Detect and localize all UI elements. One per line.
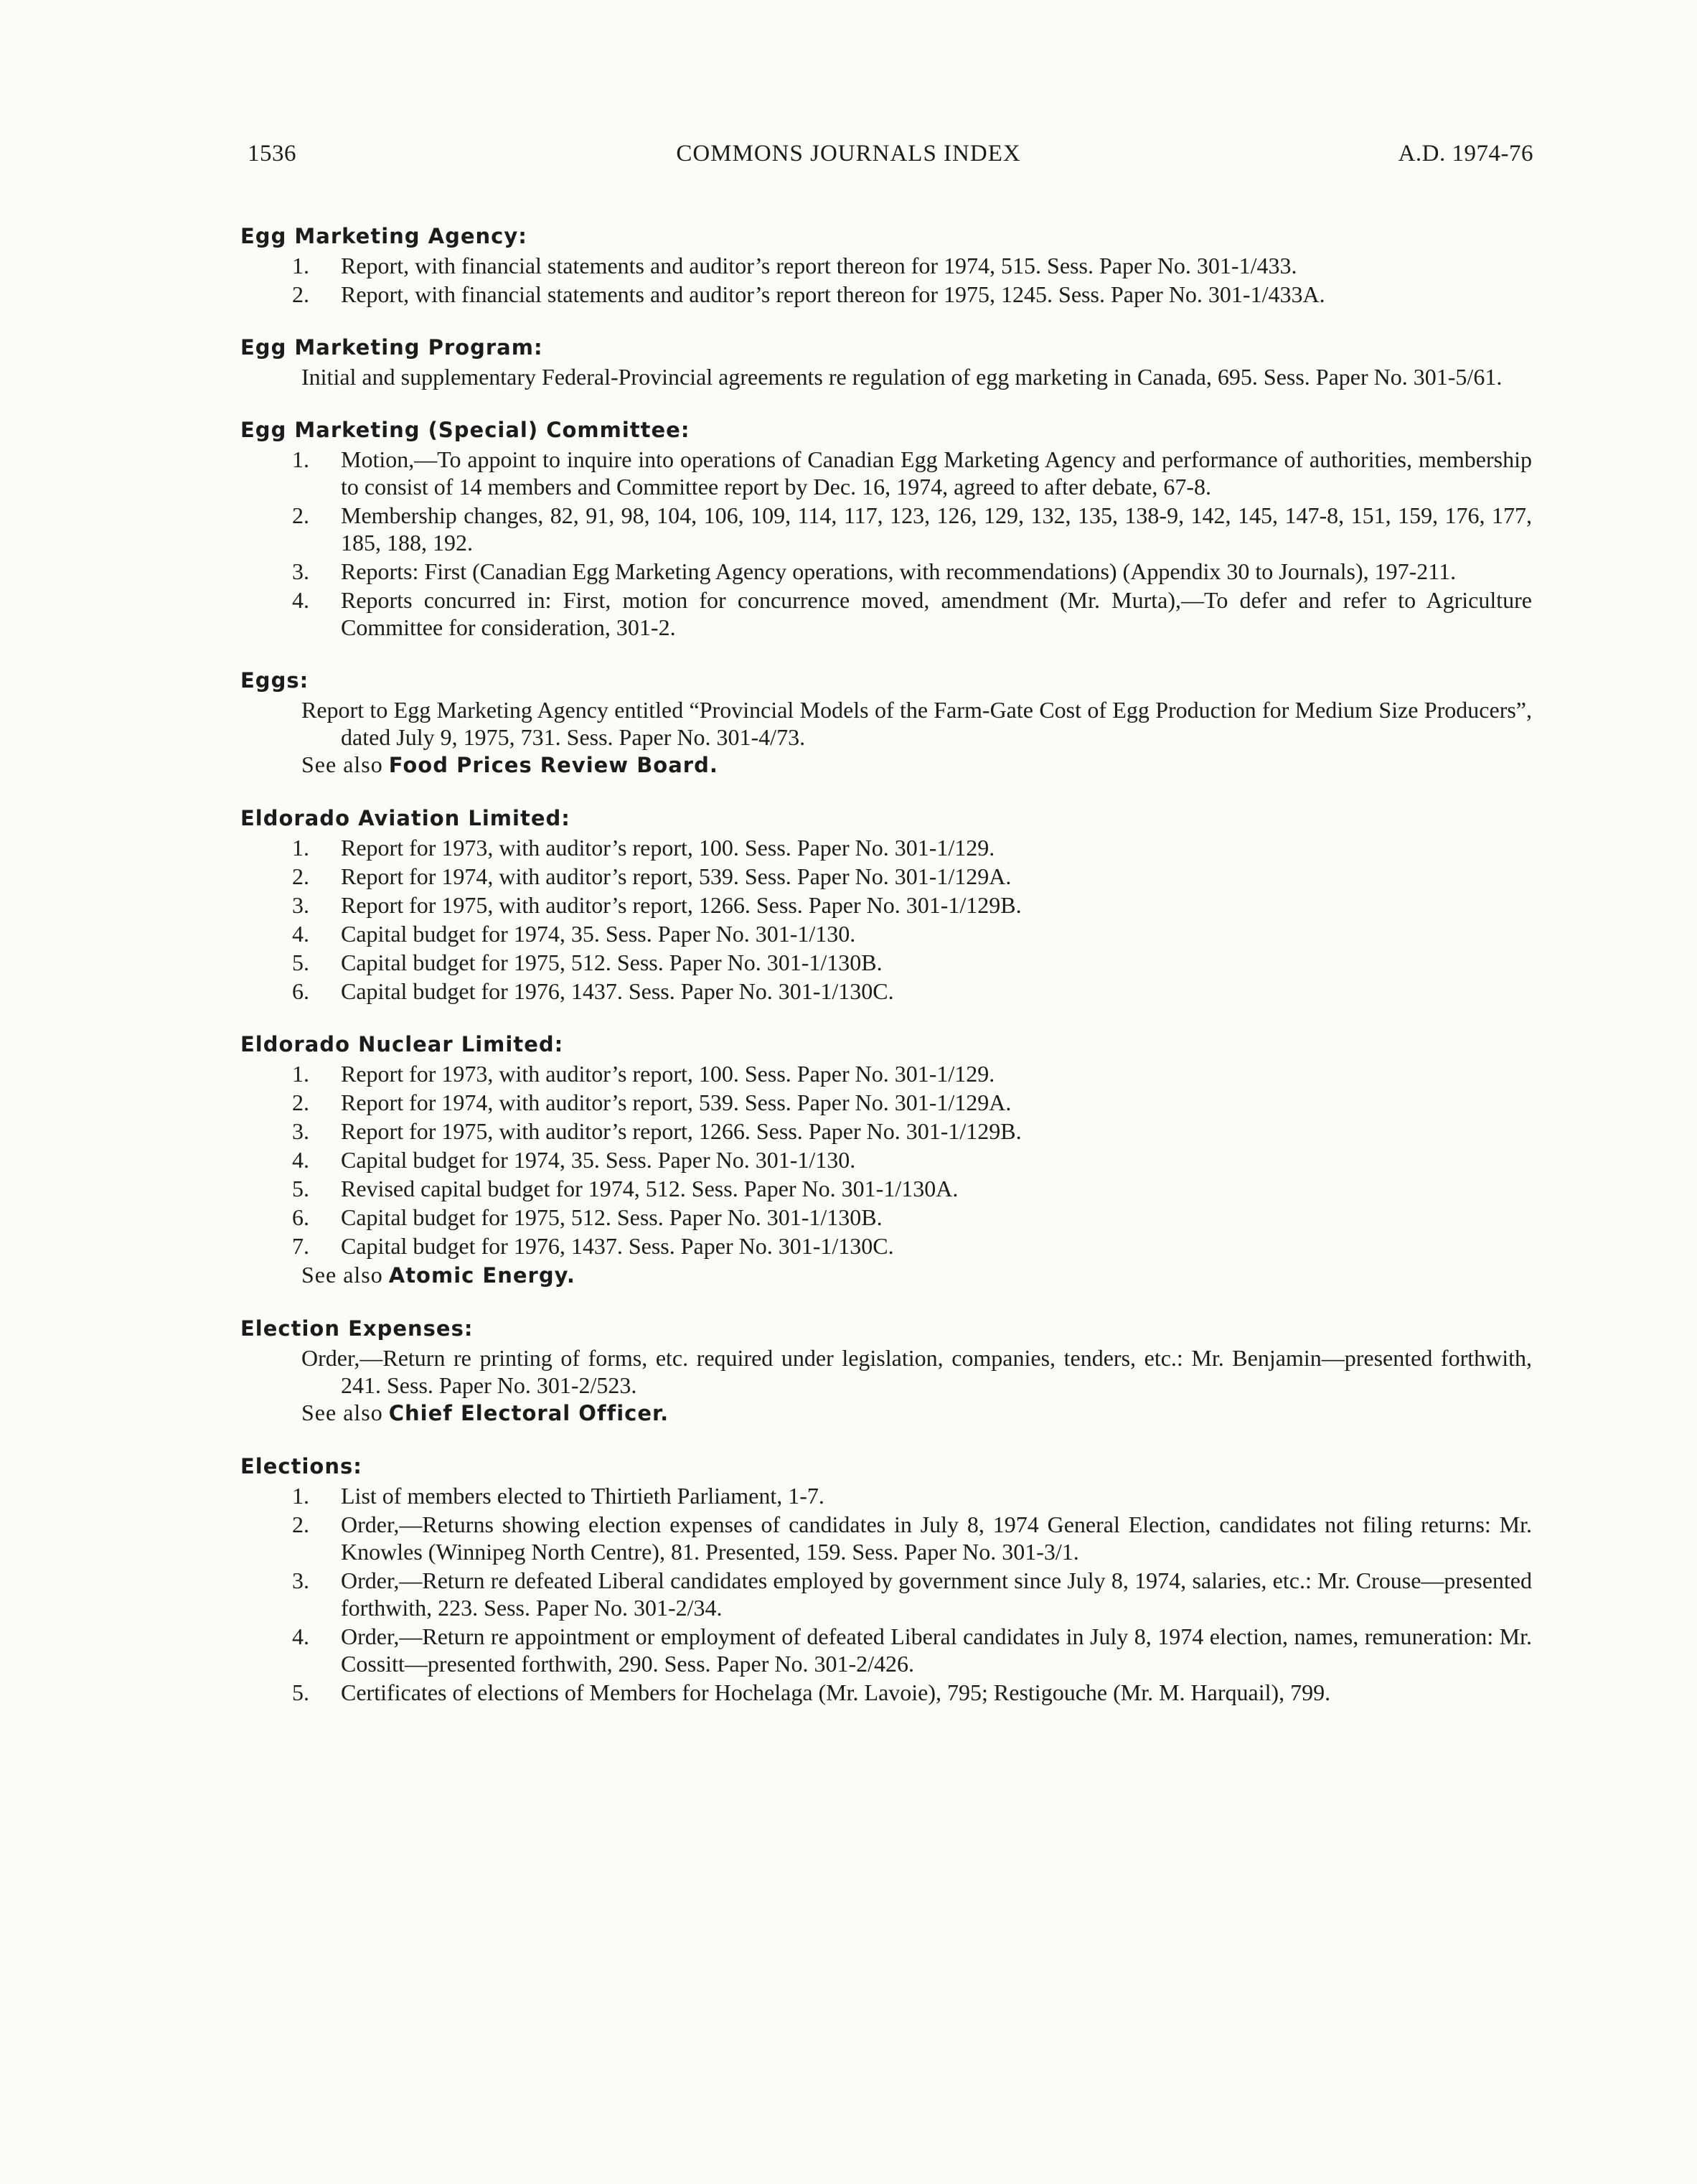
- item-text: Capital budget for 1976, 1437. Sess. Paper No. 301-1/130C.: [341, 1233, 894, 1259]
- entry-item: [240, 891, 1532, 919]
- index-entry: [240, 805, 1532, 1005]
- item-number: 1.: [292, 446, 309, 472]
- item-number: 2.: [292, 502, 309, 528]
- item-text: Report for 1975, with auditor’s report, 1266. Sess. Paper No. 301-1/129B.: [341, 1118, 1022, 1144]
- entry-item: [240, 1511, 1532, 1565]
- item-text: List of members elected to Thirtieth Parliament, 1-7.: [341, 1483, 824, 1509]
- item-text: Membership changes, 82, 91, 98, 104, 106, 109, 114, 117, 123, 126, 129, 132, 135, 138-9, 142, 145, 147-8, 151, 159, 176, 177, 185, 188, 192.: [341, 502, 1532, 556]
- item-text: Reports concurred in: First, motion for concurrence moved, amendment (Mr. Murta),—To defer and refer to Agriculture Committee for consideration, 301-2.: [341, 587, 1532, 640]
- entry-paragraph: Initial and supplementary Federal-Provincial agreements re regulation of egg marketing in Canada, 695. Sess. Paper No. 301-5/61.: [301, 364, 1503, 390]
- item-number: 7.: [292, 1233, 309, 1259]
- see-also-prefix: See also: [301, 751, 383, 777]
- item-number: 6.: [292, 978, 309, 1004]
- index-entry: [240, 1453, 1532, 1706]
- item-text: Report, with financial statements and auditor’s report thereon for 1975, 1245. Sess. Paper No. 301-1/433A.: [341, 281, 1325, 307]
- entry-heading: Egg Marketing Agency:: [240, 224, 527, 248]
- item-text: Capital budget for 1975, 512. Sess. Paper No. 301-1/130B.: [341, 950, 883, 975]
- entry-heading: Egg Marketing Program:: [240, 335, 543, 360]
- index-entry: [240, 416, 1532, 641]
- entry-item: [240, 1623, 1532, 1677]
- entry-item: [240, 920, 1532, 947]
- item-text: Report for 1973, with auditor’s report, 100. Sess. Paper No. 301-1/129.: [341, 1061, 995, 1087]
- item-number: 3.: [292, 1567, 309, 1593]
- entry-item: [240, 1482, 1532, 1509]
- item-text: Capital budget for 1976, 1437. Sess. Paper No. 301-1/130C.: [341, 978, 894, 1004]
- item-number: 2.: [292, 281, 309, 307]
- page-title: COMMONS JOURNALS INDEX: [676, 141, 1021, 167]
- item-text: Revised capital budget for 1974, 512. Sess. Paper No. 301-1/130A.: [341, 1176, 959, 1201]
- item-number: 1.: [292, 253, 309, 278]
- see-also-prefix: See also: [301, 1400, 383, 1425]
- item-text: Motion,—To appoint to inquire into operations of Canadian Egg Marketing Agency and performance of authorities, membership to consist of 14 members and Committee report by Dec. 16, 1974, agreed to after debate, 67-8.: [341, 446, 1532, 500]
- entry-item: [240, 834, 1532, 861]
- see-also: [240, 1261, 1532, 1289]
- item-text: Report for 1973, with auditor’s report, 100. Sess. Paper No. 301-1/129.: [341, 835, 995, 861]
- item-number: 3.: [292, 892, 309, 918]
- entry-item: [240, 978, 1532, 1005]
- item-text: Order,—Return re defeated Liberal candidates employed by government since July 8, 1974, salaries, etc.: Mr. Crouse—presented forthwith, 223. Sess. Paper No. 301-2/34.: [341, 1567, 1532, 1621]
- item-number: 1.: [292, 835, 309, 861]
- entry-heading: Eggs:: [240, 668, 309, 693]
- entry-item: [240, 863, 1532, 890]
- item-number: 1.: [292, 1483, 309, 1509]
- entry-item: [240, 502, 1532, 556]
- index-entry: [240, 1315, 1532, 1427]
- entry-item: [240, 1175, 1532, 1202]
- entry-heading: Egg Marketing (Special) Committee:: [240, 418, 690, 442]
- item-number: 5.: [292, 1176, 309, 1201]
- index-entry: [240, 334, 1532, 390]
- index-body: [240, 222, 1532, 1732]
- entry-item: [240, 1232, 1532, 1260]
- item-number: 1.: [292, 1061, 309, 1087]
- page-number: 1536: [248, 141, 296, 167]
- entry-item: [240, 1089, 1532, 1116]
- entry-heading: Eldorado Aviation Limited:: [240, 806, 570, 830]
- entry-item: [240, 1204, 1532, 1231]
- see-also: [240, 1399, 1532, 1427]
- entry-paragraph: Report to Egg Marketing Agency entitled “Provincial Models of the Farm-Gate Cost of Egg Production for Medium Size Producers”, dated July 9, 1975, 731. Sess. Paper No. 301-4/73.: [301, 697, 1532, 750]
- item-number: 4.: [292, 1147, 309, 1173]
- entry-item: [240, 558, 1532, 585]
- entry-item: [240, 1117, 1532, 1145]
- entry-item: [240, 1567, 1532, 1621]
- item-text: Capital budget for 1975, 512. Sess. Paper No. 301-1/130B.: [341, 1204, 883, 1230]
- item-text: Capital budget for 1974, 35. Sess. Paper No. 301-1/130.: [341, 1147, 856, 1173]
- entry-item: [240, 281, 1532, 308]
- item-number: 4.: [292, 1623, 309, 1649]
- entry-item: [240, 1679, 1532, 1706]
- see-also-reference: Atomic Energy.: [388, 1263, 575, 1288]
- entry-heading: Election Expenses:: [240, 1316, 474, 1341]
- item-number: 5.: [292, 1679, 309, 1705]
- index-entry: [240, 222, 1532, 308]
- entry-heading: Eldorado Nuclear Limited:: [240, 1032, 564, 1056]
- item-number: 2.: [292, 1512, 309, 1537]
- item-text: Report for 1974, with auditor’s report, 539. Sess. Paper No. 301-1/129A.: [341, 1089, 1012, 1115]
- see-also-prefix: See also: [301, 1262, 383, 1288]
- year-range: A.D. 1974-76: [1398, 141, 1533, 167]
- item-text: Reports: First (Canadian Egg Marketing Agency operations, with recommendations) (Appendix 30 to Journals), 197-211.: [341, 558, 1457, 584]
- running-head: [0, 141, 1697, 184]
- see-also-reference: Chief Electoral Officer.: [388, 1401, 669, 1425]
- item-text: Order,—Return re appointment or employment of defeated Liberal candidates in July 8, 1974 election, names, remuneration: Mr. Cossitt—presented forthwith, 290. Sess. Paper No. 301-2/426.: [341, 1623, 1532, 1677]
- entry-item: [240, 446, 1532, 500]
- item-number: 3.: [292, 558, 309, 584]
- entry-item: [240, 949, 1532, 976]
- item-number: 4.: [292, 921, 309, 947]
- index-entry: [240, 1031, 1532, 1289]
- see-also: [240, 751, 1532, 779]
- entry-paragraph: Order,—Return re printing of forms, etc. required under legislation, companies, tenders, etc.: Mr. Benjamin—presented forthwith, 241. Sess. Paper No. 301-2/523.: [301, 1345, 1532, 1398]
- item-text: Order,—Returns showing election expenses of candidates in July 8, 1974 General Election, candidates not filing returns: Mr. Knowles (Winnipeg North Centre), 81. Presented, 159. Sess. Paper No. 301-3/1.: [341, 1512, 1532, 1565]
- item-text: Report for 1974, with auditor’s report, 539. Sess. Paper No. 301-1/129A.: [341, 863, 1012, 889]
- entry-item: [240, 1060, 1532, 1087]
- entry-heading: Elections:: [240, 1454, 362, 1478]
- entry-item: [240, 586, 1532, 641]
- item-number: 6.: [292, 1204, 309, 1230]
- item-number: 2.: [292, 863, 309, 889]
- see-also-reference: Food Prices Review Board.: [388, 753, 718, 777]
- index-entry: [240, 667, 1532, 779]
- item-number: 2.: [292, 1089, 309, 1115]
- entry-item: [240, 252, 1532, 279]
- item-text: Certificates of elections of Members for Hochelaga (Mr. Lavoie), 795; Restigouche (Mr. M. Harquail), 799.: [341, 1679, 1331, 1705]
- item-number: 3.: [292, 1118, 309, 1144]
- item-text: Report for 1975, with auditor’s report, 1266. Sess. Paper No. 301-1/129B.: [341, 892, 1022, 918]
- item-number: 4.: [292, 587, 309, 613]
- entry-item: [240, 1146, 1532, 1173]
- item-number: 5.: [292, 950, 309, 975]
- item-text: Report, with financial statements and auditor’s report thereon for 1974, 515. Sess. Paper No. 301-1/433.: [341, 253, 1297, 278]
- item-text: Capital budget for 1974, 35. Sess. Paper No. 301-1/130.: [341, 921, 856, 947]
